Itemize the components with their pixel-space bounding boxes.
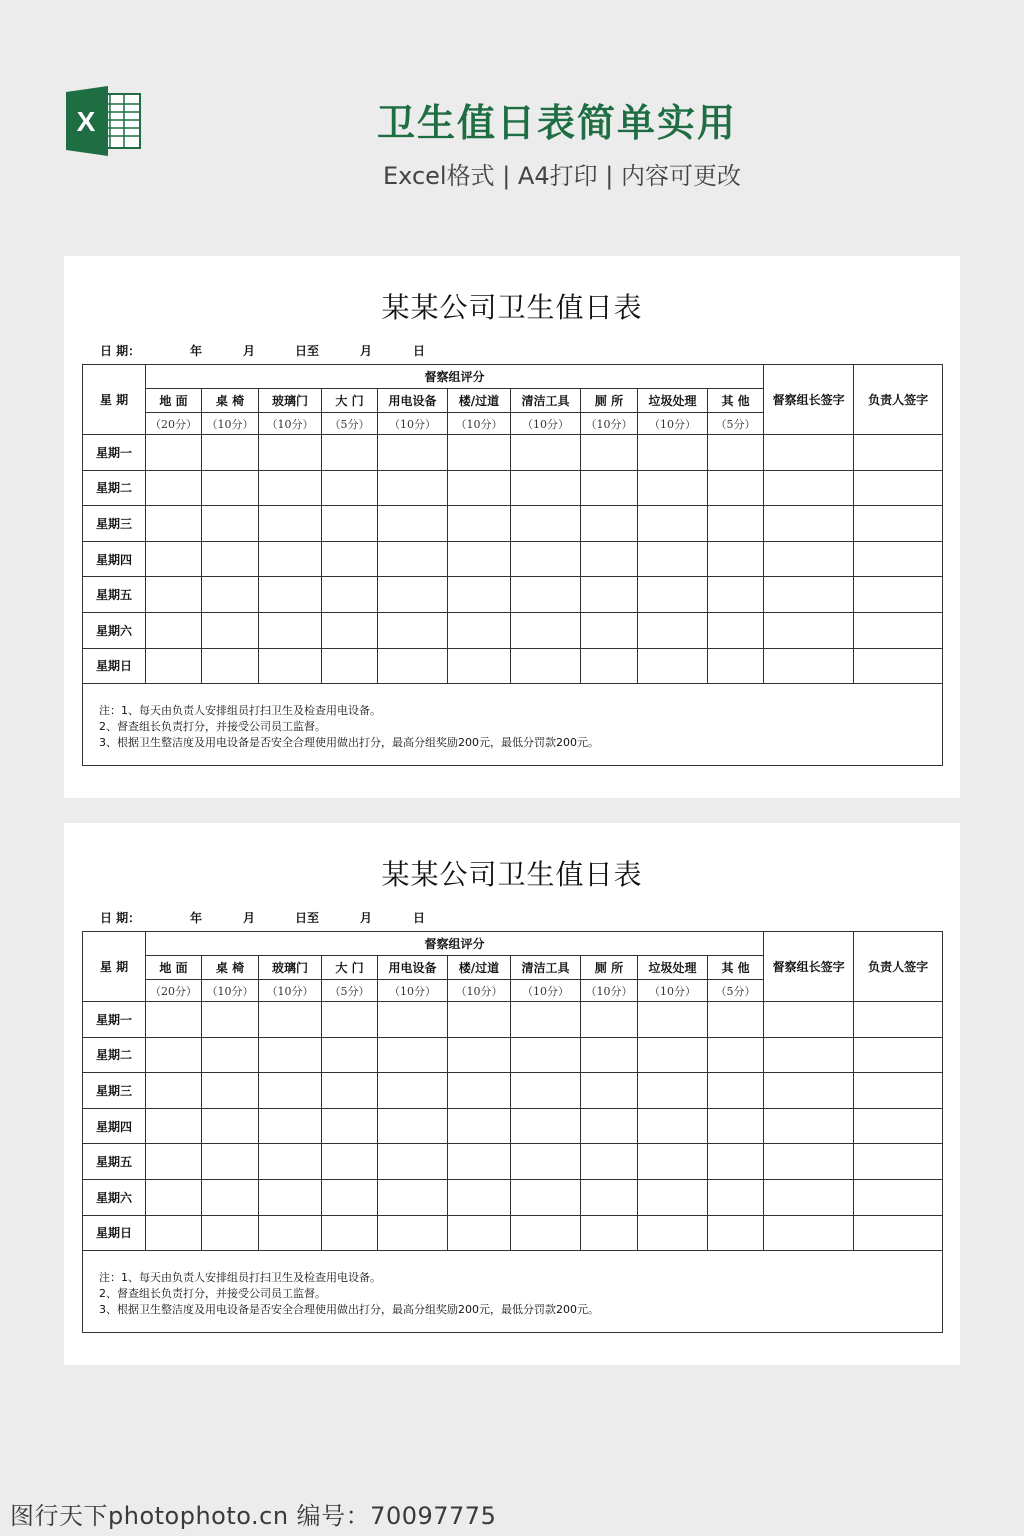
score-cell[interactable] xyxy=(708,1179,764,1215)
category-label: 垃圾处理 xyxy=(638,389,708,413)
score-cell[interactable] xyxy=(854,1073,943,1109)
score-cell[interactable] xyxy=(146,1179,202,1215)
date-month-2: 月 xyxy=(360,911,373,925)
score-cell[interactable] xyxy=(322,1215,378,1251)
score-cell[interactable] xyxy=(448,648,511,684)
score-cell[interactable] xyxy=(259,1179,322,1215)
sheet-title: 某某公司卫生值日表 xyxy=(381,291,643,324)
score-cell[interactable] xyxy=(146,1002,202,1038)
score-cell[interactable] xyxy=(708,541,764,577)
table-row xyxy=(83,1179,943,1215)
score-cell[interactable] xyxy=(448,435,511,471)
score-cell[interactable] xyxy=(708,612,764,648)
score-cell[interactable] xyxy=(854,577,943,613)
notes xyxy=(83,1251,943,1333)
score-cell[interactable] xyxy=(378,1108,448,1144)
score-cell[interactable] xyxy=(448,1037,511,1073)
score-cell[interactable] xyxy=(638,612,708,648)
category-label: 大 门 xyxy=(322,956,378,980)
score-cell[interactable] xyxy=(378,1179,448,1215)
score-cell[interactable] xyxy=(764,1002,854,1038)
category-label: 玻璃门 xyxy=(259,389,322,413)
table-row xyxy=(83,541,943,577)
day-label: 星期六 xyxy=(83,1179,146,1215)
score-cell[interactable] xyxy=(854,506,943,542)
category-points: （10分） xyxy=(378,413,448,435)
date-year: 年 xyxy=(190,911,203,925)
score-cell[interactable] xyxy=(259,1108,322,1144)
score-cell[interactable] xyxy=(448,541,511,577)
score-cell[interactable] xyxy=(581,648,638,684)
score-cell[interactable] xyxy=(511,541,581,577)
table-row xyxy=(83,1073,943,1109)
score-cell[interactable] xyxy=(322,1144,378,1180)
score-cell[interactable] xyxy=(146,470,202,506)
category-points: （10分） xyxy=(638,980,708,1002)
score-cell[interactable] xyxy=(202,1073,259,1109)
score-cell[interactable] xyxy=(322,1002,378,1038)
score-cell[interactable] xyxy=(638,648,708,684)
note-line: 2、督查组长负责打分，并接受公司员工监督。 xyxy=(99,720,326,734)
day-label: 星期日 xyxy=(83,1215,146,1251)
score-cell[interactable] xyxy=(259,1215,322,1251)
note-line: 注：1、每天由负责人安排组员打扫卫生及检查用电设备。 xyxy=(99,704,381,718)
score-cell[interactable] xyxy=(448,612,511,648)
score-cell[interactable] xyxy=(638,577,708,613)
day-label: 星期三 xyxy=(83,506,146,542)
table-row xyxy=(83,435,943,471)
score-cell[interactable] xyxy=(448,1179,511,1215)
table-row xyxy=(83,1144,943,1180)
category-label: 桌 椅 xyxy=(202,389,259,413)
score-cell[interactable] xyxy=(448,1215,511,1251)
score-cell[interactable] xyxy=(511,506,581,542)
score-cell[interactable] xyxy=(581,1179,638,1215)
leader-sign-header: 督察组长签字 xyxy=(764,932,854,1002)
category-points: （10分） xyxy=(448,413,511,435)
day-label: 星期一 xyxy=(83,435,146,471)
category-points: （10分） xyxy=(448,980,511,1002)
day-label: 星期四 xyxy=(83,1108,146,1144)
score-cell[interactable] xyxy=(764,435,854,471)
score-cell[interactable] xyxy=(708,1215,764,1251)
score-cell[interactable] xyxy=(202,1037,259,1073)
score-cell[interactable] xyxy=(322,1179,378,1215)
score-cell[interactable] xyxy=(322,577,378,613)
score-cell[interactable] xyxy=(146,1144,202,1180)
score-cell[interactable] xyxy=(764,470,854,506)
score-cell[interactable] xyxy=(146,1037,202,1073)
score-cell[interactable] xyxy=(259,506,322,542)
score-cell[interactable] xyxy=(854,541,943,577)
score-cell[interactable] xyxy=(764,577,854,613)
score-cell[interactable] xyxy=(202,612,259,648)
category-points: （10分） xyxy=(581,980,638,1002)
score-cell[interactable] xyxy=(854,470,943,506)
score-cell[interactable] xyxy=(638,541,708,577)
day-header: 星 期 xyxy=(83,932,146,1002)
score-cell[interactable] xyxy=(378,648,448,684)
score-cell[interactable] xyxy=(854,1215,943,1251)
score-cell[interactable] xyxy=(854,1108,943,1144)
note-line: 2、督查组长负责打分，并接受公司员工监督。 xyxy=(99,1287,326,1301)
category-points: （20分） xyxy=(146,980,202,1002)
category-label: 清洁工具 xyxy=(511,389,581,413)
score-cell[interactable] xyxy=(581,1215,638,1251)
score-cell[interactable] xyxy=(854,1144,943,1180)
score-cell[interactable] xyxy=(764,648,854,684)
table-row xyxy=(83,1002,943,1038)
score-cell[interactable] xyxy=(764,541,854,577)
score-cell[interactable] xyxy=(511,1108,581,1144)
group-header: 督察组评分 xyxy=(146,932,764,956)
score-cell[interactable] xyxy=(448,506,511,542)
score-cell[interactable] xyxy=(638,1108,708,1144)
day-label: 星期五 xyxy=(83,1144,146,1180)
category-points: （10分） xyxy=(202,413,259,435)
category-label: 楼/过道 xyxy=(448,956,511,980)
page-title: 卫生值日表简单实用 xyxy=(376,101,737,145)
note-line: 3、根据卫生整洁度及用电设备是否安全合理使用做出打分，最高分组奖励200元，最低分罚款200元。 xyxy=(99,736,599,750)
score-cell[interactable] xyxy=(322,1108,378,1144)
category-points: （5分） xyxy=(708,413,764,435)
schedule-sheet-2 xyxy=(64,823,960,1365)
score-cell[interactable] xyxy=(322,435,378,471)
category-points: （10分） xyxy=(581,413,638,435)
score-cell[interactable] xyxy=(146,1108,202,1144)
category-label: 大 门 xyxy=(322,389,378,413)
score-cell[interactable] xyxy=(378,541,448,577)
category-label: 垃圾处理 xyxy=(638,956,708,980)
score-cell[interactable] xyxy=(146,612,202,648)
date-month: 月 xyxy=(243,344,256,358)
score-cell[interactable] xyxy=(708,1037,764,1073)
score-cell[interactable] xyxy=(146,506,202,542)
score-cell[interactable] xyxy=(764,1144,854,1180)
category-label: 厕 所 xyxy=(581,956,638,980)
score-cell[interactable] xyxy=(854,648,943,684)
category-points: （5分） xyxy=(708,980,764,1002)
score-cell[interactable] xyxy=(378,506,448,542)
category-label: 地 面 xyxy=(146,956,202,980)
score-cell[interactable] xyxy=(448,1144,511,1180)
note-line: 注：1、每天由负责人安排组员打扫卫生及检查用电设备。 xyxy=(99,1271,381,1285)
score-cell[interactable] xyxy=(511,1179,581,1215)
score-cell[interactable] xyxy=(581,1144,638,1180)
day-label: 星期二 xyxy=(83,1037,146,1073)
date-year: 年 xyxy=(190,344,203,358)
score-cell[interactable] xyxy=(448,1108,511,1144)
score-cell[interactable] xyxy=(708,1108,764,1144)
score-cell[interactable] xyxy=(146,435,202,471)
category-label: 用电设备 xyxy=(378,956,448,980)
score-cell[interactable] xyxy=(202,648,259,684)
day-label: 星期六 xyxy=(83,612,146,648)
date-month-2: 月 xyxy=(360,344,373,358)
score-cell[interactable] xyxy=(322,1073,378,1109)
score-cell[interactable] xyxy=(764,1073,854,1109)
score-cell[interactable] xyxy=(259,612,322,648)
score-cell[interactable] xyxy=(708,435,764,471)
date-day-to: 日至 xyxy=(295,344,320,358)
score-cell[interactable] xyxy=(202,1144,259,1180)
score-cell[interactable] xyxy=(378,435,448,471)
score-cell[interactable] xyxy=(202,435,259,471)
score-cell[interactable] xyxy=(511,1215,581,1251)
date-day: 日 xyxy=(413,911,426,925)
score-cell[interactable] xyxy=(322,1037,378,1073)
score-cell[interactable] xyxy=(764,1215,854,1251)
score-cell[interactable] xyxy=(511,435,581,471)
date-month: 月 xyxy=(243,911,256,925)
score-cell[interactable] xyxy=(146,1073,202,1109)
category-points: （10分） xyxy=(378,980,448,1002)
score-cell[interactable] xyxy=(708,506,764,542)
table-row xyxy=(83,506,943,542)
score-cell[interactable] xyxy=(511,1073,581,1109)
table-row xyxy=(83,1037,943,1073)
leader-sign-header: 督察组长签字 xyxy=(764,365,854,435)
category-label: 桌 椅 xyxy=(202,956,259,980)
score-cell[interactable] xyxy=(259,648,322,684)
score-cell[interactable] xyxy=(202,577,259,613)
score-cell[interactable] xyxy=(511,648,581,684)
score-cell[interactable] xyxy=(638,1144,708,1180)
schedule-sheet-1 xyxy=(64,256,960,798)
date-label: 日 期： xyxy=(100,911,141,925)
schedule-table xyxy=(82,931,943,1333)
date-day: 日 xyxy=(413,344,426,358)
score-cell[interactable] xyxy=(638,470,708,506)
score-cell[interactable] xyxy=(581,506,638,542)
score-cell[interactable] xyxy=(378,1002,448,1038)
score-cell[interactable] xyxy=(322,506,378,542)
table-row xyxy=(83,1215,943,1251)
category-points: （10分） xyxy=(511,980,581,1002)
category-points: （5分） xyxy=(322,980,378,1002)
category-label: 楼/过道 xyxy=(448,389,511,413)
score-cell[interactable] xyxy=(764,1108,854,1144)
day-label: 星期二 xyxy=(83,470,146,506)
score-cell[interactable] xyxy=(581,577,638,613)
day-label: 星期五 xyxy=(83,577,146,613)
category-label: 清洁工具 xyxy=(511,956,581,980)
score-cell[interactable] xyxy=(259,435,322,471)
category-points: （10分） xyxy=(259,980,322,1002)
score-cell[interactable] xyxy=(638,1073,708,1109)
group-header: 督察组评分 xyxy=(146,365,764,389)
score-cell[interactable] xyxy=(259,1002,322,1038)
category-label: 用电设备 xyxy=(378,389,448,413)
day-rows xyxy=(83,435,943,684)
score-cell[interactable] xyxy=(581,470,638,506)
score-cell[interactable] xyxy=(448,1002,511,1038)
score-cell[interactable] xyxy=(764,1037,854,1073)
score-cell[interactable] xyxy=(581,1002,638,1038)
score-cell[interactable] xyxy=(259,577,322,613)
category-label: 厕 所 xyxy=(581,389,638,413)
owner-sign-header: 负责人签字 xyxy=(854,932,943,1002)
score-cell[interactable] xyxy=(708,470,764,506)
score-cell[interactable] xyxy=(378,577,448,613)
schedule-table xyxy=(82,364,943,766)
category-label: 玻璃门 xyxy=(259,956,322,980)
score-cell[interactable] xyxy=(581,541,638,577)
table-row xyxy=(83,612,943,648)
score-cell[interactable] xyxy=(638,435,708,471)
category-label: 地 面 xyxy=(146,389,202,413)
score-cell[interactable] xyxy=(322,612,378,648)
score-cell[interactable] xyxy=(322,541,378,577)
score-cell[interactable] xyxy=(259,470,322,506)
score-cell[interactable] xyxy=(511,1144,581,1180)
table-row xyxy=(83,1108,943,1144)
score-cell[interactable] xyxy=(378,1037,448,1073)
category-points: （10分） xyxy=(638,413,708,435)
score-cell[interactable] xyxy=(708,1073,764,1109)
score-cell[interactable] xyxy=(581,1108,638,1144)
score-cell[interactable] xyxy=(202,1179,259,1215)
score-cell[interactable] xyxy=(259,1037,322,1073)
score-cell[interactable] xyxy=(708,1002,764,1038)
score-cell[interactable] xyxy=(146,541,202,577)
score-cell[interactable] xyxy=(448,1073,511,1109)
score-cell[interactable] xyxy=(581,1073,638,1109)
score-cell[interactable] xyxy=(764,506,854,542)
score-cell[interactable] xyxy=(146,577,202,613)
category-label: 其 他 xyxy=(708,956,764,980)
score-cell[interactable] xyxy=(378,1144,448,1180)
score-cell[interactable] xyxy=(638,506,708,542)
table-row xyxy=(83,470,943,506)
score-cell[interactable] xyxy=(854,612,943,648)
day-label: 星期日 xyxy=(83,648,146,684)
score-cell[interactable] xyxy=(378,470,448,506)
owner-sign-header: 负责人签字 xyxy=(854,365,943,435)
sheet-title: 某某公司卫生值日表 xyxy=(381,858,643,891)
score-cell[interactable] xyxy=(511,612,581,648)
category-label: 其 他 xyxy=(708,389,764,413)
score-cell[interactable] xyxy=(708,577,764,613)
score-cell[interactable] xyxy=(708,648,764,684)
score-cell[interactable] xyxy=(638,1002,708,1038)
score-cell[interactable] xyxy=(854,1037,943,1073)
score-cell[interactable] xyxy=(511,470,581,506)
category-points: （20分） xyxy=(146,413,202,435)
category-points: （10分） xyxy=(202,980,259,1002)
score-cell[interactable] xyxy=(202,1002,259,1038)
score-cell[interactable] xyxy=(202,506,259,542)
score-cell[interactable] xyxy=(259,541,322,577)
score-cell[interactable] xyxy=(511,577,581,613)
score-cell[interactable] xyxy=(511,1037,581,1073)
score-cell[interactable] xyxy=(378,1073,448,1109)
score-cell[interactable] xyxy=(854,1002,943,1038)
score-cell[interactable] xyxy=(378,1215,448,1251)
notes xyxy=(83,684,943,766)
note-line: 3、根据卫生整洁度及用电设备是否安全合理使用做出打分，最高分组奖励200元，最低分罚款200元。 xyxy=(99,1303,599,1317)
score-cell[interactable] xyxy=(146,648,202,684)
category-points: （10分） xyxy=(511,413,581,435)
watermark: 图行天下photophoto.cn 编号：70097775 xyxy=(10,1502,497,1530)
score-cell[interactable] xyxy=(764,1179,854,1215)
date-label: 日 期： xyxy=(100,344,141,358)
score-cell[interactable] xyxy=(322,648,378,684)
category-points: （10分） xyxy=(259,413,322,435)
score-cell[interactable] xyxy=(146,1215,202,1251)
score-cell[interactable] xyxy=(638,1037,708,1073)
day-rows xyxy=(83,1002,943,1251)
date-day-to: 日至 xyxy=(295,911,320,925)
score-cell[interactable] xyxy=(448,470,511,506)
table-row xyxy=(83,648,943,684)
day-label: 星期三 xyxy=(83,1073,146,1109)
score-cell[interactable] xyxy=(854,1179,943,1215)
score-cell[interactable] xyxy=(202,1108,259,1144)
score-cell[interactable] xyxy=(638,1215,708,1251)
score-cell[interactable] xyxy=(322,470,378,506)
score-cell[interactable] xyxy=(259,1073,322,1109)
excel-icon-letter: X xyxy=(76,106,96,137)
day-label: 星期一 xyxy=(83,1002,146,1038)
score-cell[interactable] xyxy=(854,435,943,471)
score-cell[interactable] xyxy=(448,577,511,613)
day-header: 星 期 xyxy=(83,365,146,435)
score-cell[interactable] xyxy=(581,1037,638,1073)
score-cell[interactable] xyxy=(202,470,259,506)
score-cell[interactable] xyxy=(202,1215,259,1251)
header xyxy=(0,0,1024,230)
score-cell[interactable] xyxy=(581,435,638,471)
score-cell[interactable] xyxy=(764,612,854,648)
score-cell[interactable] xyxy=(202,541,259,577)
score-cell[interactable] xyxy=(581,612,638,648)
score-cell[interactable] xyxy=(378,612,448,648)
score-cell[interactable] xyxy=(638,1179,708,1215)
table-row xyxy=(83,577,943,613)
day-label: 星期四 xyxy=(83,541,146,577)
page-subtitle: Excel格式 | A4打印 | 内容可更改 xyxy=(383,162,741,190)
score-cell[interactable] xyxy=(708,1144,764,1180)
score-cell[interactable] xyxy=(259,1144,322,1180)
category-points: （5分） xyxy=(322,413,378,435)
score-cell[interactable] xyxy=(511,1002,581,1038)
